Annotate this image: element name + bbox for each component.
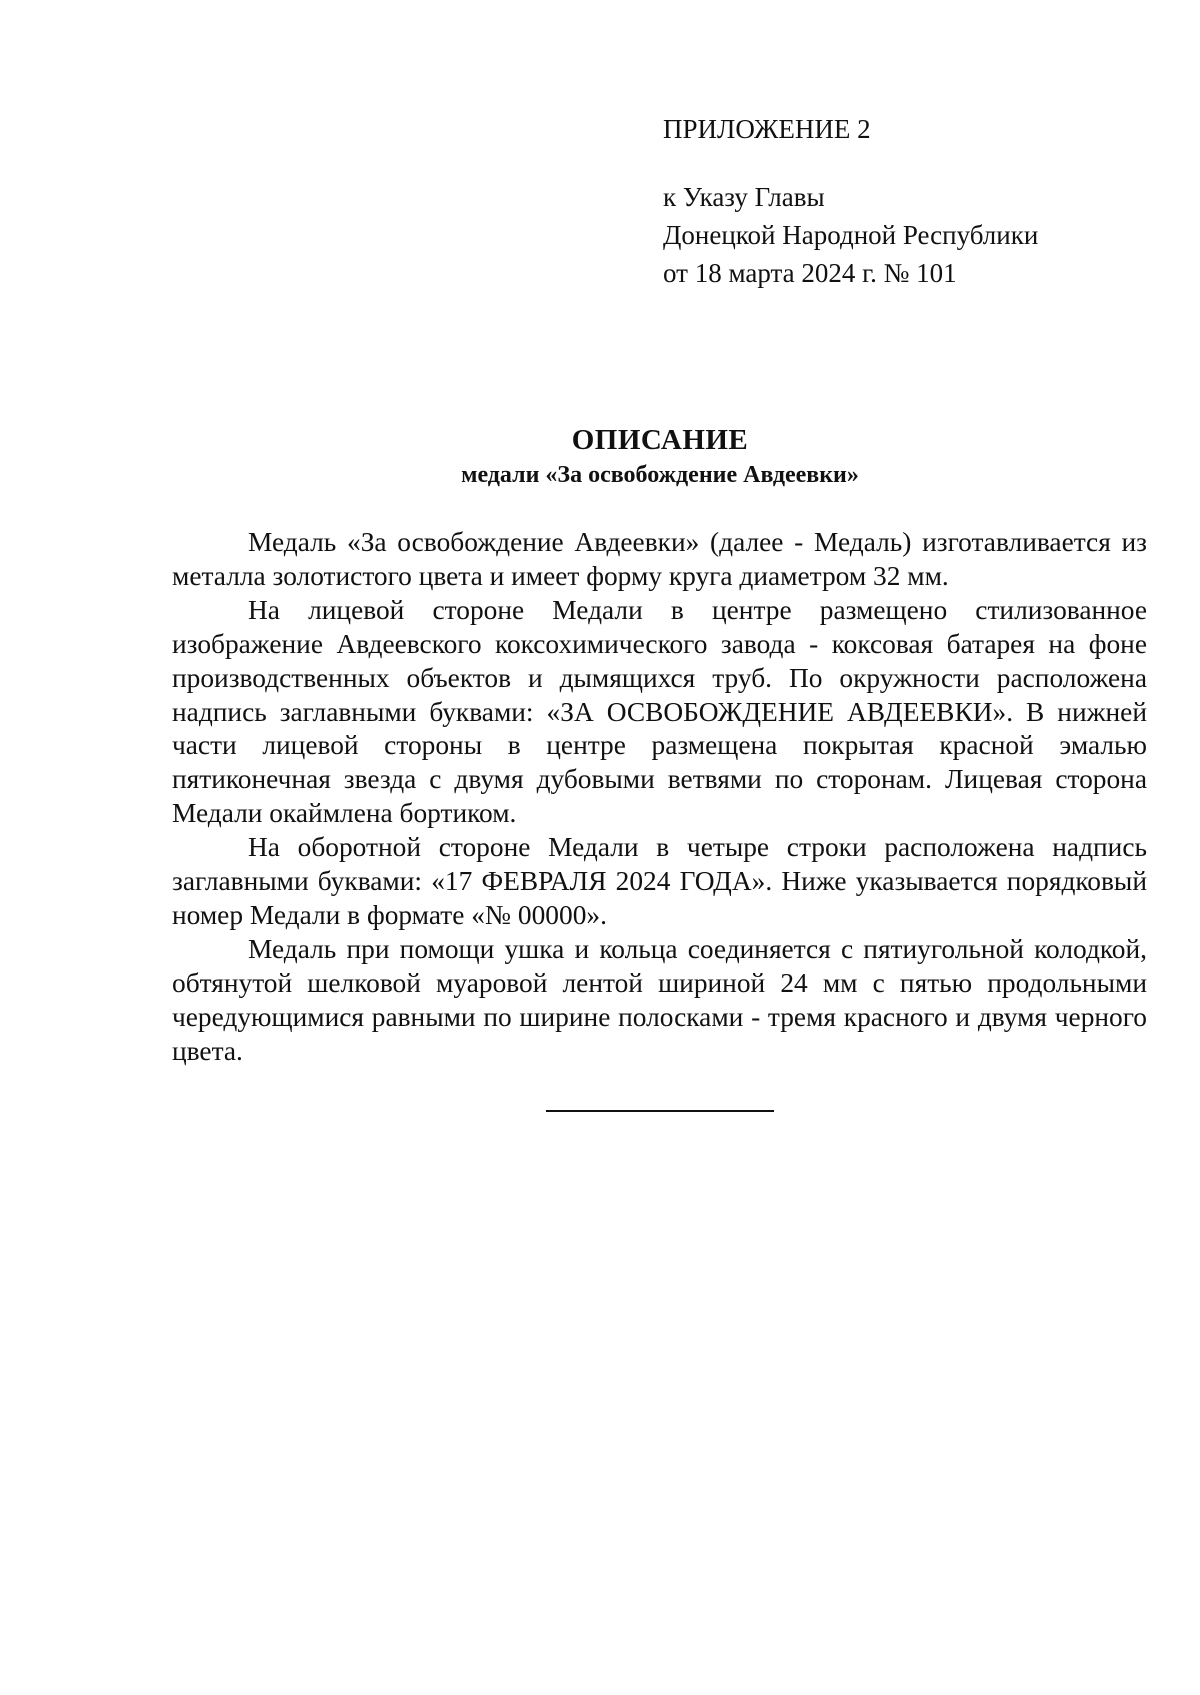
document-subtitle: медали «За освобождение Авдеевки»: [461, 462, 859, 488]
appendix-title: ПРИЛОЖЕНИЕ 2: [663, 114, 871, 144]
appendix-block: [663, 110, 1038, 292]
appendix-line-republic: Донецкой Народной Республики: [663, 220, 1039, 250]
document-heading: [0, 422, 1200, 492]
paragraph-material: Медаль «За освобождение Авдеевки» (далее - Медаль) изготавливается из металла золотистого цвета и имеет форму круга диаметром 32 мм.: [172, 527, 1147, 591]
document-title: ОПИСАНИЕ: [571, 424, 749, 456]
appendix-line-date: от 18 марта 2024 г. № 101: [663, 258, 957, 288]
appendix-line-decree: к Указу Главы: [663, 182, 825, 212]
document-body: [172, 526, 1147, 1069]
paragraph-reverse: На оборотной стороне Медали в четыре строки расположена надпись заглавными буквами: «17 ФЕВРАЛЯ 2024 ГОДА». Ниже указывается порядковый номер Медали в формате «№ 00000».: [172, 832, 1147, 930]
paragraph-obverse: На лицевой стороне Медали в центре размещено стилизованное изображение Авдеевского коксохимического завода - коксовая батарея на фоне производственных объектов и дымящихся труб. По окружности расположена надпись заглавными буквами: «ЗА ОСВОБОЖДЕНИЕ АВДЕЕВКИ». В нижней части лицевой стороны в центре размещена покрытая красной эмалью пятиконечная звезда с двумя дубовыми ветвями по сторонам. Лицевая сторона Медали окаймлена бортиком.: [172, 594, 1147, 829]
paragraph-ribbon: Медаль при помощи ушка и кольца соединяется с пятиугольной колодкой, обтянутой шелковой муаровой лентой шириной 24 мм с пятью продольными чередующимися равными по ширине полосками - тремя красного и двумя черного цвета.: [172, 933, 1147, 1066]
closing-divider: [546, 1110, 774, 1112]
